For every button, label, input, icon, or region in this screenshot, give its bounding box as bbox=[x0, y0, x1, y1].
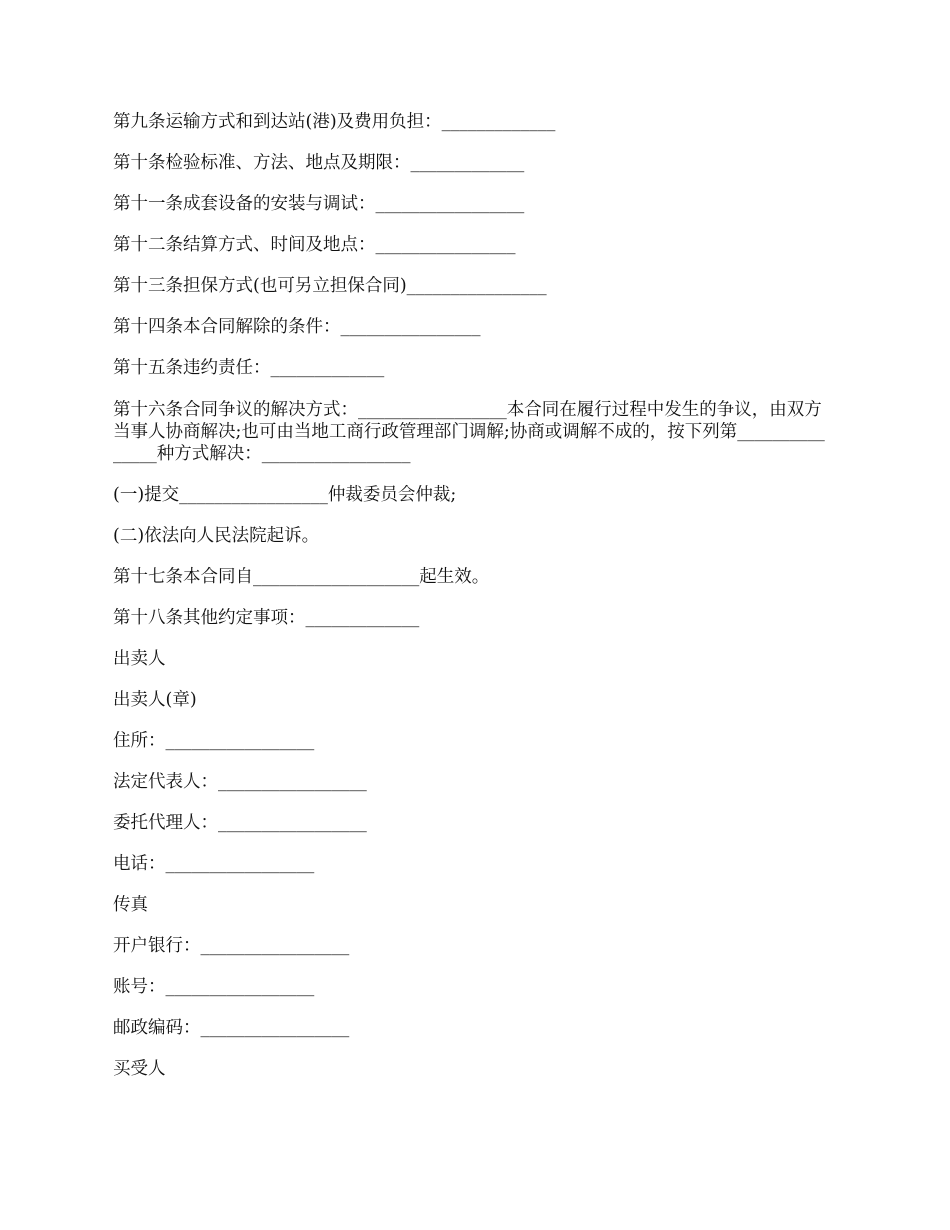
seller-account: 账号：_________________ bbox=[113, 977, 315, 997]
seller-seal: 出卖人(章) bbox=[113, 690, 197, 710]
clause-15: 第十五条违约责任：_____________ bbox=[113, 358, 385, 378]
seller-bank: 开户银行：_________________ bbox=[113, 936, 350, 956]
clause-12: 第十二条结算方式、时间及地点：________________ bbox=[113, 235, 516, 255]
seller-postcode: 邮政编码：_________________ bbox=[113, 1018, 350, 1038]
clause-14: 第十四条本合同解除的条件：________________ bbox=[113, 317, 481, 337]
seller-phone: 电话：_________________ bbox=[113, 854, 315, 874]
document-body bbox=[113, 112, 833, 1100]
clause-16: 第十六条合同争议的解决方式：_________________本合同在履行过程中发生的争议，由双方当事人协商解决;也可由当地工商行政管理部门调解;协商或调解不成的，按下列第_______________种方式解决：_________________ bbox=[113, 400, 825, 464]
clause-9: 第九条运输方式和到达站(港)及费用负担：_____________ bbox=[113, 112, 556, 132]
seller-legal-rep: 法定代表人：_________________ bbox=[113, 772, 367, 792]
clause-17: 第十七条本合同自___________________起生效。 bbox=[113, 567, 490, 587]
option-court: (二)依法向人民法院起诉。 bbox=[113, 526, 320, 546]
clause-10: 第十条检验标准、方法、地点及期限：_____________ bbox=[113, 153, 525, 173]
seller-address: 住所：_________________ bbox=[113, 731, 315, 751]
buyer-heading: 买受人 bbox=[113, 1059, 166, 1079]
clause-13: 第十三条担保方式(也可另立担保合同)________________ bbox=[113, 276, 547, 296]
clause-11: 第十一条成套设备的安装与调试：_________________ bbox=[113, 194, 525, 214]
seller-fax: 传真 bbox=[113, 895, 148, 915]
seller-heading: 出卖人 bbox=[113, 649, 166, 669]
seller-agent: 委托代理人：_________________ bbox=[113, 813, 367, 833]
clause-18: 第十八条其他约定事项：_____________ bbox=[113, 608, 420, 628]
option-arbitration: (一)提交_________________仲裁委员会仲裁; bbox=[113, 485, 457, 505]
